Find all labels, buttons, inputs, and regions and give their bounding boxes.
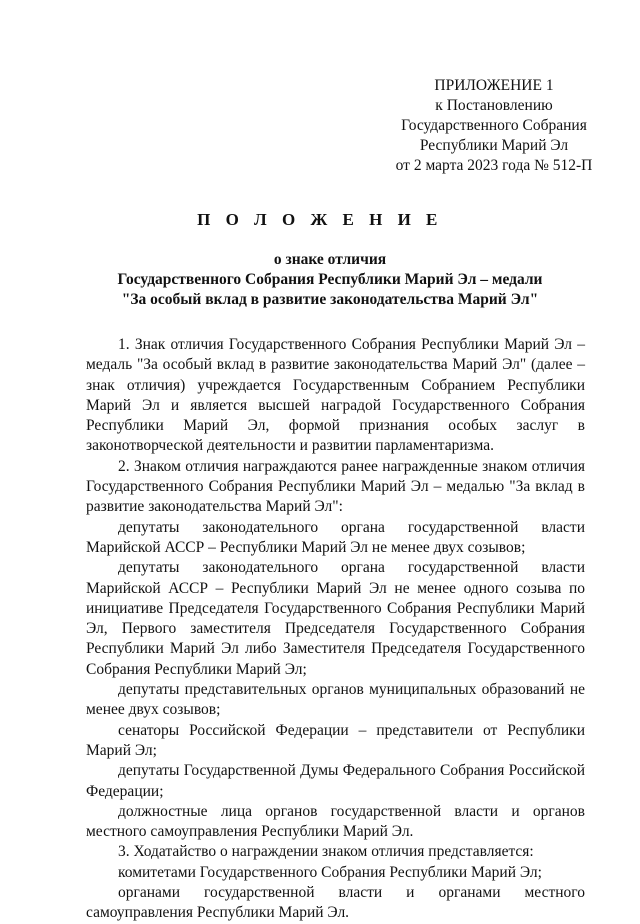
list-item: депутаты законодательного органа государственной власти Марийской АССР – Республики Марий Эл не менее одного созыва по инициативе Председателя Государственного Собрания Республики Марий Эл, Первого заместителя Председателя Государственного Собрания Республики Марий Эл либо Заместителя Председателя Государственного Собрания Республики Марий Эл;: [86, 559, 585, 678]
list-item: депутаты Государственной Думы Федерального Собрания Российской Федерации;: [86, 762, 585, 800]
paragraph: 2. Знаком отличия награждаются ранее награжденные знаком отличия Государственного Собрания Республики Марий Эл – медалью "За вклад в развитие законодательства Марий Эл":: [86, 457, 585, 516]
paragraph: 3. Ходатайство о награждении знаком отличия представляется:: [118, 843, 534, 861]
paragraph: 1. Знак отличия Государственного Собрания Республики Марий Эл – медаль "За особый вклад в развитие законодательства Марий Эл" (далее – знак отличия) учреждается Государственным Собранием Республики Марий Эл и является высшей наградой Государственного Собрания Республики Марий Эл, формой признания особых заслуг в законотворческой деятельности и развитии парламентаризма.: [86, 336, 585, 455]
document-title: П О Л О Ж Е Н И Е: [197, 210, 443, 229]
subtitle-line: о знаке отличия: [273, 251, 387, 268]
appendix-line: Государственного Собрания: [401, 117, 587, 134]
appendix-line: к Постановлению: [435, 97, 553, 114]
list-item: сенаторы Российской Федерации – представители от Республики Марий Эл;: [86, 721, 585, 759]
list-item: комитетами Государственного Собрания Республики Марий Эл;: [118, 863, 542, 881]
subtitle-line: "За особый вклад в развитие законодательства Марий Эл": [121, 291, 539, 308]
appendix-date-number: от 2 марта 2023 года № 512-П: [395, 157, 593, 174]
document-body: [86, 335, 585, 924]
appendix-heading: ПРИЛОЖЕНИЕ 1: [434, 77, 554, 94]
list-item: депутаты законодательного органа государственной власти Марийской АССР – Республики Марий Эл не менее двух созывов;: [86, 518, 585, 556]
list-item: должностные лица органов государственной власти и органов местного самоуправления Республики Марий Эл.: [86, 802, 585, 841]
appendix-line: Республики Марий Эл: [419, 137, 569, 154]
subtitle-line: Государственного Собрания Республики Марий Эл – медали: [117, 271, 543, 288]
appendix-block: [384, 76, 604, 176]
list-item: депутаты представительных органов муниципальных образований не менее двух созывов;: [86, 681, 585, 719]
list-item: органами государственной власти и органами местного самоуправления Республики Марий Эл.: [86, 884, 585, 922]
document-subtitle: [60, 250, 600, 310]
